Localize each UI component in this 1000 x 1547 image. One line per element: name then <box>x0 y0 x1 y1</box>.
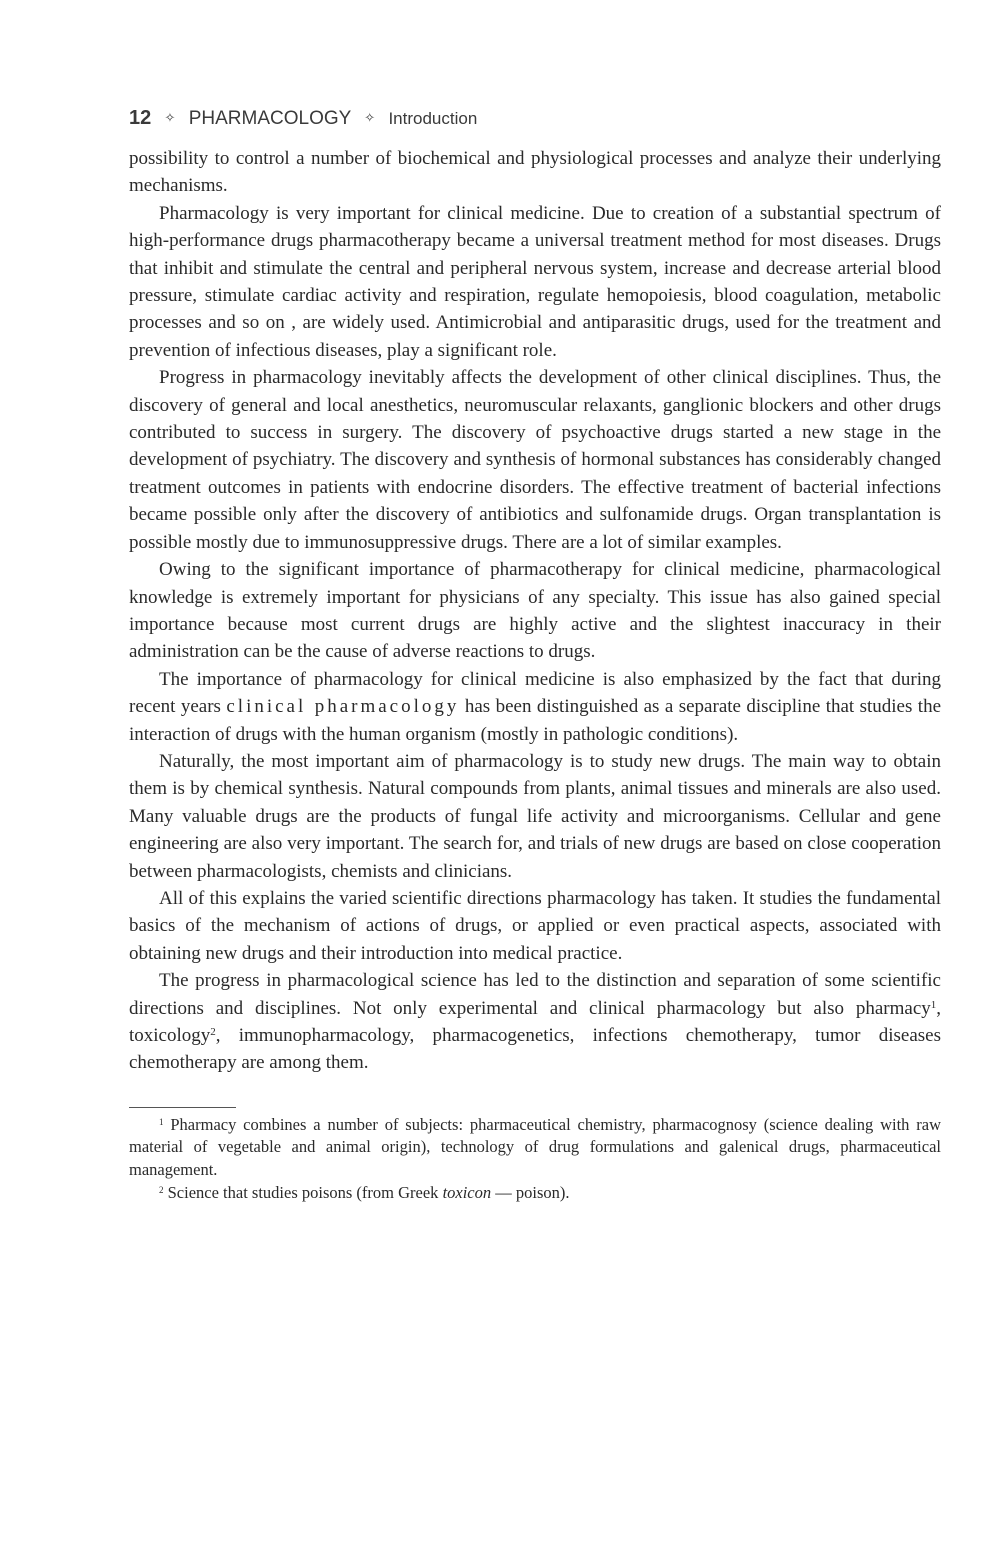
paragraph-text: has been distinguished as a separate discipline that studies the interaction of drugs with the human organism (mostly in pathologic conditions). <box>129 696 942 745</box>
page-number: 12 <box>129 107 152 129</box>
section-title: Introduction <box>388 109 478 128</box>
footnote-ref[interactable]: 1 <box>930 998 937 1011</box>
footnote-mark: 2 <box>159 1184 164 1195</box>
footnote-divider <box>129 1107 236 1108</box>
footnote-mark: 1 <box>159 1116 164 1127</box>
paragraph: Naturally, the most important aim of pharmacology is to study new drugs. The main way to obtain them is by chemical synthesis. Natural compounds from plants, animal tissues and minerals are also used. Many valuable drugs are the products of fungal life activity and microorganisms. Cellular and gene engineering are also very important. The search for, and trials of new drugs are based on close cooperation between pharmacologists, chemists and clinicians. <box>129 750 941 882</box>
italic-term: toxicon <box>442 1182 492 1202</box>
footnote-text: — poison). <box>495 1182 570 1202</box>
paragraph-text: The progress in pharmacological science has led to the distinction and separation of some scientific directions and disciplines. Not only experimental and clinical pharmacology but also pharmacy <box>129 970 941 1019</box>
paragraph: possibility to control a number of biochemical and physiological processes and analyze their underlying mechanisms. <box>129 148 941 197</box>
book-title: PHARMACOLOGY <box>188 108 351 129</box>
paragraph <box>129 666 941 748</box>
paragraph <box>129 967 941 1077</box>
paragraph-text: , toxicology <box>129 997 941 1046</box>
paragraph-text: The importance of pharmacology for clinical medicine is also emphasized by the fact that during recent years <box>129 668 941 718</box>
paragraph: Progress in pharmacology inevitably affects the development of other clinical disciplines. Thus, the discovery of general and local anesthetics, neuromuscular relaxants, ganglionic blockers and other drugs contributed to success in surgery. The discovery of psychoactive drugs started a new stage in the development of psychiatry. The discovery and synthesis of hormonal substances has considerably changed treatment outcomes in patients with endocrine disorders. The effective treatment of bacterial infections became possible only after the discovery of antibiotics and sulfonamide drugs. Organ transplantation is possible mostly due to immunosuppressive drugs. There are a lot of similar examples. <box>129 367 941 553</box>
footnote <box>129 1114 941 1182</box>
paragraph: All of this explains the varied scientific directions pharmacology has taken. It studies the fundamental basics of the mechanism of actions of drugs, or applied or even practical aspects, associated with obtaining new drugs and their introduction into medical practice. <box>129 887 941 964</box>
emphasized-term: clinical pharmacology <box>226 696 460 718</box>
paragraph: Pharmacology is very important for clinical medicine. Due to creation of a substantial spectrum of high-performance drugs pharmacotherapy became a universal treatment method for most diseases. Drugs that inhibit and stimulate the central and peripheral nervous system, increase and decrease arterial blood pressure, stimulate cardiac activity and respiration, regulate hemopoiesis, blood coagulation, metabolic processes and so on , are widely used. Antimicrobial and antiparasitic drugs, used for the treatment and prevention of infectious diseases, play a significant role. <box>129 202 941 361</box>
page-content <box>129 103 941 1204</box>
paragraph: Owing to the significant importance of pharmacotherapy for clinical medicine, pharmacological knowledge is extremely important for physicians of any specialty. This issue has also gained special importance because most current drugs are highly active and the slightest inaccuracy in their administration can be the cause of adverse reactions to drugs. <box>129 559 941 663</box>
footnote-ref[interactable]: 2 <box>210 1026 216 1038</box>
diamond-icon: ✧ <box>364 110 376 125</box>
footnote-text: Science that studies poisons (from Greek <box>167 1182 439 1202</box>
running-head <box>129 103 941 133</box>
diamond-icon: ✧ <box>164 110 176 125</box>
paragraph-text: , immunopharmacology, pharmacogenetics, infections chemotherapy, tumor diseases chemotherapy are among them. <box>129 1025 941 1074</box>
footnote-text: Pharmacy combines a number of subjects: pharmaceutical chemistry, pharmacognosy (science dealing with raw material of vegetable and animal origin), technology of drug formulations and galenical drugs, pharmaceutical management. <box>129 1114 942 1179</box>
footnote <box>129 1182 941 1205</box>
body-text <box>129 145 941 1077</box>
footnotes <box>129 1114 941 1204</box>
